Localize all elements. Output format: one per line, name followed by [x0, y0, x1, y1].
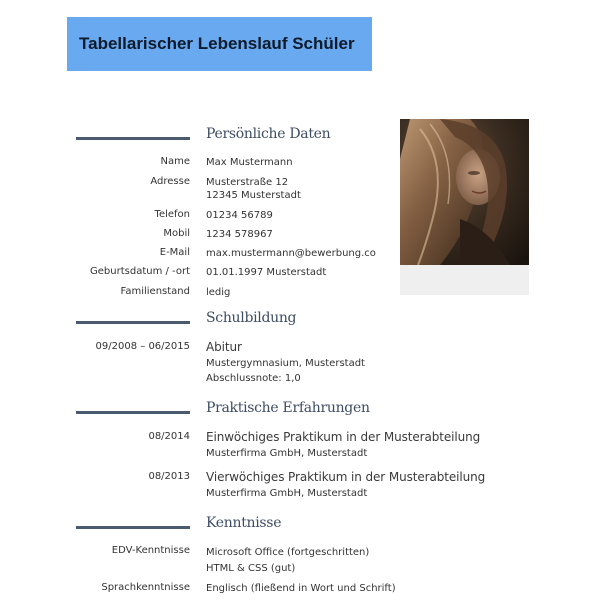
section-title-experience: Praktische Erfahrungen — [206, 400, 370, 416]
field-label: Name — [160, 156, 190, 167]
field-value: 01.01.1997 Musterstadt — [206, 267, 327, 278]
skill-line: HTML & CSS (gut) — [206, 563, 296, 574]
field-value: Max Mustermann — [206, 157, 293, 168]
field-label: Adresse — [150, 176, 190, 187]
entry-content — [206, 429, 480, 461]
field-value — [206, 176, 301, 202]
section-rule — [76, 411, 190, 414]
field-label: Familienstand — [120, 286, 190, 297]
section-title-education: Schulbildung — [206, 310, 297, 326]
portrait-photo-icon — [400, 119, 529, 265]
entry-date: 08/2014 — [148, 431, 190, 442]
entry-title: Vierwöchiges Praktikum in der Musterabteilung — [206, 470, 486, 484]
title-banner — [67, 17, 372, 71]
entry-content — [206, 339, 365, 386]
email-value[interactable]: max.mustermann@bewerbung.co — [206, 248, 376, 259]
field-value: Englisch (fließend in Wort und Schrift) — [206, 583, 396, 594]
field-value: 1234 578967 — [206, 229, 273, 240]
entry-content — [206, 469, 485, 501]
entry-detail: Musterfirma GmbH, Musterstadt — [206, 488, 368, 499]
entry-date: 08/2013 — [148, 471, 190, 482]
address-line: Musterstraße 12 — [206, 177, 289, 188]
skill-line: Microsoft Office (fortgeschritten) — [206, 547, 370, 558]
field-label: Geburtsdatum / -ort — [90, 266, 190, 277]
entry-detail: Mustergymnasium, Musterstadt — [206, 358, 365, 369]
entry-detail: Musterfirma GmbH, Musterstadt — [206, 448, 368, 459]
entry-date: 09/2008 – 06/2015 — [95, 341, 190, 352]
photo-frame — [400, 119, 529, 295]
field-label: EDV-Kenntnisse — [111, 545, 190, 556]
section-rule — [76, 526, 190, 529]
field-value: ledig — [206, 287, 231, 298]
field-label: Sprachkenntnisse — [101, 582, 190, 593]
field-value: 01234 56789 — [206, 210, 273, 221]
page-title: Tabellarischer Lebenslauf Schüler — [79, 34, 355, 53]
field-label: E-Mail — [159, 247, 190, 258]
field-label: Telefon — [154, 209, 190, 220]
section-title-personal: Persönliche Daten — [206, 126, 331, 142]
entry-title: Einwöchiges Praktikum in der Musterabteilung — [206, 430, 481, 444]
address-line: 12345 Musterstadt — [206, 190, 301, 201]
field-value — [206, 545, 369, 577]
entry-title: Abitur — [206, 340, 242, 354]
field-label: Mobil — [163, 228, 190, 239]
portrait-photo — [400, 119, 529, 265]
entry-detail: Abschlussnote: 1,0 — [206, 373, 301, 384]
section-rule — [76, 321, 190, 324]
section-title-skills: Kenntnisse — [206, 515, 282, 531]
section-rule — [76, 137, 190, 140]
